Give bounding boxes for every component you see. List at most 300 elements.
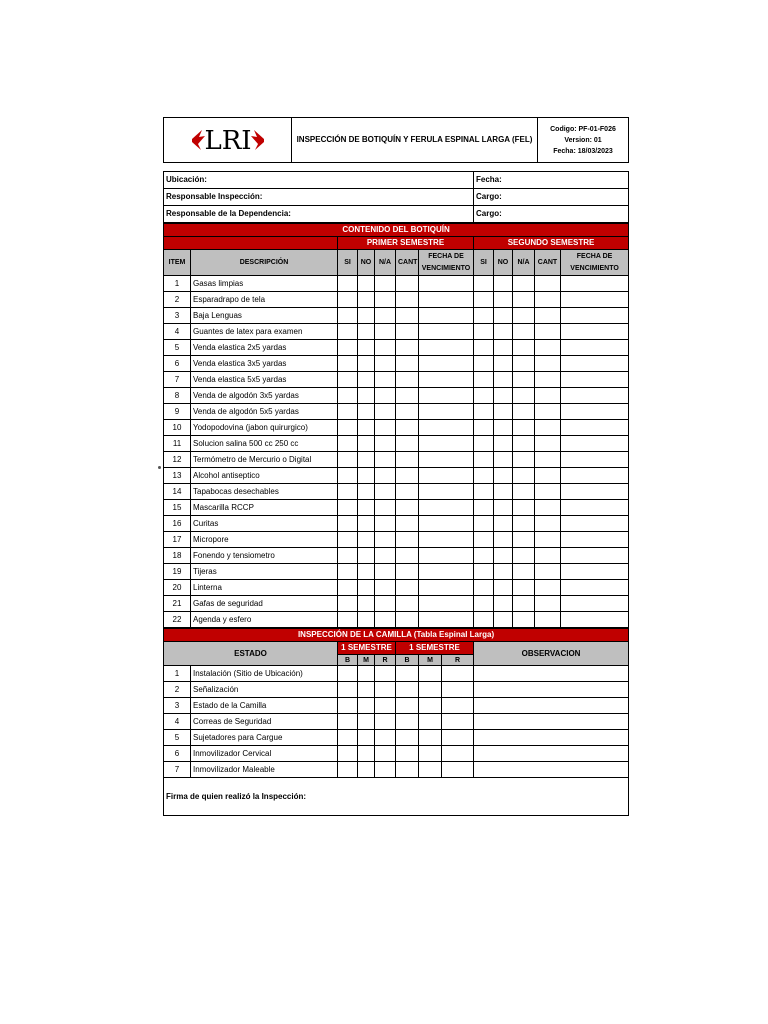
observacion-cell[interactable] <box>474 762 629 778</box>
no-1-cell[interactable] <box>358 340 375 356</box>
no-2-cell[interactable] <box>494 356 513 372</box>
na-2-cell[interactable] <box>513 548 535 564</box>
na-2-cell[interactable] <box>513 612 535 628</box>
cant-2-cell[interactable] <box>535 292 561 308</box>
si-2-cell[interactable] <box>474 516 494 532</box>
na-2-cell[interactable] <box>513 484 535 500</box>
si-1-cell[interactable] <box>338 388 358 404</box>
cant-2-cell[interactable] <box>535 612 561 628</box>
no-2-cell[interactable] <box>494 324 513 340</box>
fecha-2-cell[interactable] <box>561 612 629 628</box>
fecha-1-cell[interactable] <box>419 404 474 420</box>
no-1-cell[interactable] <box>358 324 375 340</box>
no-2-cell[interactable] <box>494 388 513 404</box>
na-1-cell[interactable] <box>375 500 396 516</box>
cant-1-cell[interactable] <box>396 372 419 388</box>
b-2-cell[interactable] <box>396 746 419 762</box>
si-2-cell[interactable] <box>474 436 494 452</box>
si-2-cell[interactable] <box>474 308 494 324</box>
na-1-cell[interactable] <box>375 580 396 596</box>
no-1-cell[interactable] <box>358 596 375 612</box>
b-2-cell[interactable] <box>396 698 419 714</box>
no-2-cell[interactable] <box>494 452 513 468</box>
cant-1-cell[interactable] <box>396 612 419 628</box>
cant-1-cell[interactable] <box>396 500 419 516</box>
fecha-2-cell[interactable] <box>561 292 629 308</box>
fecha-1-cell[interactable] <box>419 292 474 308</box>
na-2-cell[interactable] <box>513 388 535 404</box>
na-2-cell[interactable] <box>513 420 535 436</box>
na-2-cell[interactable] <box>513 276 535 292</box>
no-1-cell[interactable] <box>358 548 375 564</box>
cant-1-cell[interactable] <box>396 468 419 484</box>
b-2-cell[interactable] <box>396 730 419 746</box>
fecha-2-cell[interactable] <box>561 276 629 292</box>
cant-1-cell[interactable] <box>396 452 419 468</box>
si-1-cell[interactable] <box>338 308 358 324</box>
no-1-cell[interactable] <box>358 468 375 484</box>
no-1-cell[interactable] <box>358 292 375 308</box>
na-1-cell[interactable] <box>375 292 396 308</box>
na-2-cell[interactable] <box>513 516 535 532</box>
fecha-2-cell[interactable] <box>561 564 629 580</box>
camilla-rows <box>164 666 629 778</box>
fecha-1-cell[interactable] <box>419 612 474 628</box>
no-1-cell[interactable] <box>358 436 375 452</box>
si-1-cell[interactable] <box>338 292 358 308</box>
b-1-cell[interactable] <box>338 762 358 778</box>
observacion-cell[interactable] <box>474 746 629 762</box>
b-2-cell[interactable] <box>396 762 419 778</box>
m-1-cell[interactable] <box>358 698 375 714</box>
m-1-cell[interactable] <box>358 762 375 778</box>
cant-2-cell[interactable] <box>535 532 561 548</box>
si-2-cell[interactable] <box>474 548 494 564</box>
fecha-1-cell[interactable] <box>419 468 474 484</box>
fecha-1-cell[interactable] <box>419 548 474 564</box>
na-2-cell[interactable] <box>513 452 535 468</box>
fecha-1-cell[interactable] <box>419 596 474 612</box>
m-2-cell[interactable] <box>419 730 442 746</box>
na-2-cell[interactable] <box>513 292 535 308</box>
no-2-cell[interactable] <box>494 372 513 388</box>
si-2-cell[interactable] <box>474 372 494 388</box>
si-2-cell[interactable] <box>474 340 494 356</box>
table-row <box>164 516 629 532</box>
na-1-cell[interactable] <box>375 484 396 500</box>
no-1-cell[interactable] <box>358 276 375 292</box>
cant-2-cell[interactable] <box>535 564 561 580</box>
r-1-cell[interactable] <box>375 666 396 682</box>
b-1-cell[interactable] <box>338 666 358 682</box>
fecha-2-cell[interactable] <box>561 388 629 404</box>
no-2-cell[interactable] <box>494 612 513 628</box>
no-1-cell[interactable] <box>358 420 375 436</box>
si-2-cell[interactable] <box>474 564 494 580</box>
cargo-field-2[interactable]: Cargo: <box>474 206 629 223</box>
observacion-cell[interactable] <box>474 698 629 714</box>
no-2-cell[interactable] <box>494 596 513 612</box>
r-2-cell[interactable] <box>442 730 474 746</box>
table-row <box>164 308 629 324</box>
cant-1-cell[interactable] <box>396 356 419 372</box>
b-1-cell[interactable] <box>338 746 358 762</box>
b-2-cell[interactable] <box>396 714 419 730</box>
si-2-cell[interactable] <box>474 612 494 628</box>
fecha-1-cell[interactable] <box>419 420 474 436</box>
na-1-cell[interactable] <box>375 452 396 468</box>
no-2-cell[interactable] <box>494 308 513 324</box>
b-1-cell[interactable] <box>338 714 358 730</box>
fecha-1-cell[interactable] <box>419 356 474 372</box>
no-1-cell[interactable] <box>358 500 375 516</box>
no-1-cell[interactable] <box>358 372 375 388</box>
fecha-2-cell[interactable] <box>561 308 629 324</box>
fecha-2-cell[interactable] <box>561 468 629 484</box>
fecha-1-cell[interactable] <box>419 532 474 548</box>
fecha-2-cell[interactable] <box>561 452 629 468</box>
info-block <box>163 171 629 223</box>
table-row <box>164 436 629 452</box>
si-2-cell[interactable] <box>474 532 494 548</box>
responsable-inspeccion-field[interactable]: Responsable Inspección: <box>164 189 474 206</box>
si-1-cell[interactable] <box>338 612 358 628</box>
cant-1-cell[interactable] <box>396 388 419 404</box>
table-row <box>164 452 629 468</box>
si-1-cell[interactable] <box>338 500 358 516</box>
ubicacion-field[interactable]: Ubicación: <box>164 172 474 189</box>
na-1-cell[interactable] <box>375 420 396 436</box>
fecha-2-cell[interactable] <box>561 596 629 612</box>
observacion-cell[interactable] <box>474 714 629 730</box>
m-1-cell[interactable] <box>358 746 375 762</box>
cant-1-cell[interactable] <box>396 404 419 420</box>
cant-1-cell[interactable] <box>396 580 419 596</box>
b-1-cell[interactable] <box>338 730 358 746</box>
no-1-cell[interactable] <box>358 308 375 324</box>
item-number: 5 <box>164 730 191 746</box>
na-2-cell[interactable] <box>513 372 535 388</box>
fecha-1-cell[interactable] <box>419 580 474 596</box>
r-1-cell[interactable] <box>375 746 396 762</box>
r-1-cell[interactable] <box>375 714 396 730</box>
si-2-cell[interactable] <box>474 276 494 292</box>
item-description: Micropore <box>191 532 338 548</box>
na-2-cell[interactable] <box>513 580 535 596</box>
na-1-cell[interactable] <box>375 516 396 532</box>
na-2-cell[interactable] <box>513 404 535 420</box>
si-2-cell[interactable] <box>474 596 494 612</box>
si-2-cell[interactable] <box>474 500 494 516</box>
item-description: Venda de algodón 5x5 yardas <box>191 404 338 420</box>
r-2-cell[interactable] <box>442 698 474 714</box>
r-2-cell[interactable] <box>442 746 474 762</box>
no-2-cell[interactable] <box>494 340 513 356</box>
fecha-2-cell[interactable] <box>561 356 629 372</box>
m-2-cell[interactable] <box>419 666 442 682</box>
fecha-1-cell[interactable] <box>419 452 474 468</box>
fecha-1-cell[interactable] <box>419 340 474 356</box>
na-1-cell[interactable] <box>375 404 396 420</box>
fecha-2-cell[interactable] <box>561 324 629 340</box>
cant-2-cell[interactable] <box>535 340 561 356</box>
na-2-cell[interactable] <box>513 468 535 484</box>
no-2-cell[interactable] <box>494 548 513 564</box>
fecha-2-cell[interactable] <box>561 548 629 564</box>
cargo-field-1[interactable]: Cargo: <box>474 189 629 206</box>
cant-1-cell[interactable] <box>396 276 419 292</box>
fecha-2-cell[interactable] <box>561 532 629 548</box>
cant-2-cell[interactable] <box>535 484 561 500</box>
si-2-cell[interactable] <box>474 468 494 484</box>
m-2-cell[interactable] <box>419 762 442 778</box>
no-2-cell[interactable] <box>494 404 513 420</box>
fecha-2-cell[interactable] <box>561 516 629 532</box>
cant-1-cell[interactable] <box>396 564 419 580</box>
cant-1-cell[interactable] <box>396 436 419 452</box>
si-1-cell[interactable] <box>338 420 358 436</box>
item-description: Tijeras <box>191 564 338 580</box>
na-2-cell[interactable] <box>513 308 535 324</box>
cant-2-cell[interactable] <box>535 356 561 372</box>
no-1-cell[interactable] <box>358 484 375 500</box>
cant-2-cell[interactable] <box>535 276 561 292</box>
na-1-cell[interactable] <box>375 436 396 452</box>
si-1-cell[interactable] <box>338 340 358 356</box>
cant-1-cell[interactable] <box>396 484 419 500</box>
si-2-cell[interactable] <box>474 420 494 436</box>
no-2-cell[interactable] <box>494 580 513 596</box>
r-1-cell[interactable] <box>375 762 396 778</box>
si-2-cell[interactable] <box>474 404 494 420</box>
si-1-cell[interactable] <box>338 580 358 596</box>
cant-1-cell[interactable] <box>396 420 419 436</box>
r-2-cell[interactable] <box>442 666 474 682</box>
na-2-cell[interactable] <box>513 596 535 612</box>
no-2-cell[interactable] <box>494 276 513 292</box>
fecha-1-cell[interactable] <box>419 308 474 324</box>
no-2-cell[interactable] <box>494 436 513 452</box>
na-1-cell[interactable] <box>375 596 396 612</box>
fecha-1-cell[interactable] <box>419 324 474 340</box>
cant-1-cell[interactable] <box>396 324 419 340</box>
na-1-cell[interactable] <box>375 340 396 356</box>
si-1-cell[interactable] <box>338 596 358 612</box>
m-1-cell[interactable] <box>358 730 375 746</box>
no-1-cell[interactable] <box>358 404 375 420</box>
item-description: Venda elastica 5x5 yardas <box>191 372 338 388</box>
cant-1-cell[interactable] <box>396 516 419 532</box>
na-1-cell[interactable] <box>375 612 396 628</box>
si-1-cell[interactable] <box>338 356 358 372</box>
item-number: 6 <box>164 746 191 762</box>
na-1-cell[interactable] <box>375 324 396 340</box>
na-1-cell[interactable] <box>375 468 396 484</box>
si-2-cell[interactable] <box>474 292 494 308</box>
cant-2-cell[interactable] <box>535 388 561 404</box>
no-1-cell[interactable] <box>358 516 375 532</box>
b-2-cell[interactable] <box>396 682 419 698</box>
cant-2-cell[interactable] <box>535 596 561 612</box>
no-2-cell[interactable] <box>494 500 513 516</box>
si-1-cell[interactable] <box>338 324 358 340</box>
m-2-cell[interactable] <box>419 682 442 698</box>
no-2-cell[interactable] <box>494 516 513 532</box>
si-1-cell[interactable] <box>338 516 358 532</box>
fecha-1-cell[interactable] <box>419 564 474 580</box>
si-1-cell[interactable] <box>338 484 358 500</box>
si-2-cell[interactable] <box>474 324 494 340</box>
col-na-2: N/A <box>513 250 535 276</box>
no-2-cell[interactable] <box>494 468 513 484</box>
cant-2-cell[interactable] <box>535 308 561 324</box>
si-1-cell[interactable] <box>338 372 358 388</box>
item-description: Yodopodovina (jabon quirurgico) <box>191 420 338 436</box>
si-1-cell[interactable] <box>338 532 358 548</box>
m-2-cell[interactable] <box>419 746 442 762</box>
na-1-cell[interactable] <box>375 356 396 372</box>
responsable-dependencia-field[interactable]: Responsable de la Dependencia: <box>164 206 474 223</box>
m-1-cell[interactable] <box>358 666 375 682</box>
item-number: 7 <box>164 372 191 388</box>
si-2-cell[interactable] <box>474 580 494 596</box>
table-row <box>164 762 629 778</box>
observacion-cell[interactable] <box>474 730 629 746</box>
b-1-cell[interactable] <box>338 698 358 714</box>
cant-2-cell[interactable] <box>535 404 561 420</box>
na-1-cell[interactable] <box>375 308 396 324</box>
fecha-1-cell[interactable] <box>419 276 474 292</box>
si-1-cell[interactable] <box>338 452 358 468</box>
no-2-cell[interactable] <box>494 484 513 500</box>
si-1-cell[interactable] <box>338 404 358 420</box>
cant-1-cell[interactable] <box>396 340 419 356</box>
r-2-cell[interactable] <box>442 682 474 698</box>
cant-1-cell[interactable] <box>396 548 419 564</box>
botiquin-section-title: CONTENIDO DEL BOTIQUÍN <box>164 224 629 237</box>
b-2-cell[interactable] <box>396 666 419 682</box>
observacion-cell[interactable] <box>474 682 629 698</box>
na-1-cell[interactable] <box>375 372 396 388</box>
b-1-cell[interactable] <box>338 682 358 698</box>
fecha-1-cell[interactable] <box>419 436 474 452</box>
na-1-cell[interactable] <box>375 548 396 564</box>
item-number: 2 <box>164 682 191 698</box>
item-description: Correas de Seguridad <box>191 714 338 730</box>
na-1-cell[interactable] <box>375 564 396 580</box>
col-m-1: M <box>358 655 375 666</box>
cant-2-cell[interactable] <box>535 324 561 340</box>
cant-1-cell[interactable] <box>396 532 419 548</box>
no-1-cell[interactable] <box>358 452 375 468</box>
na-2-cell[interactable] <box>513 532 535 548</box>
si-2-cell[interactable] <box>474 484 494 500</box>
cant-2-cell[interactable] <box>535 548 561 564</box>
cant-2-cell[interactable] <box>535 436 561 452</box>
fecha-2-cell[interactable] <box>561 436 629 452</box>
no-1-cell[interactable] <box>358 580 375 596</box>
no-1-cell[interactable] <box>358 532 375 548</box>
second-semester-header: SEGUNDO SEMESTRE <box>474 237 629 250</box>
na-2-cell[interactable] <box>513 436 535 452</box>
si-2-cell[interactable] <box>474 388 494 404</box>
na-2-cell[interactable] <box>513 324 535 340</box>
na-1-cell[interactable] <box>375 388 396 404</box>
si-1-cell[interactable] <box>338 548 358 564</box>
no-1-cell[interactable] <box>358 612 375 628</box>
fecha-2-cell[interactable] <box>561 372 629 388</box>
r-1-cell[interactable] <box>375 730 396 746</box>
m-2-cell[interactable] <box>419 714 442 730</box>
cant-2-cell[interactable] <box>535 500 561 516</box>
si-1-cell[interactable] <box>338 276 358 292</box>
cant-2-cell[interactable] <box>535 452 561 468</box>
na-2-cell[interactable] <box>513 356 535 372</box>
na-2-cell[interactable] <box>513 500 535 516</box>
fecha-2-cell[interactable] <box>561 340 629 356</box>
na-2-cell[interactable] <box>513 340 535 356</box>
cant-2-cell[interactable] <box>535 372 561 388</box>
cant-2-cell[interactable] <box>535 516 561 532</box>
m-2-cell[interactable] <box>419 698 442 714</box>
no-2-cell[interactable] <box>494 564 513 580</box>
r-1-cell[interactable] <box>375 698 396 714</box>
m-1-cell[interactable] <box>358 682 375 698</box>
cant-1-cell[interactable] <box>396 308 419 324</box>
no-1-cell[interactable] <box>358 564 375 580</box>
si-2-cell[interactable] <box>474 356 494 372</box>
no-1-cell[interactable] <box>358 388 375 404</box>
cant-2-cell[interactable] <box>535 580 561 596</box>
fecha-field[interactable]: Fecha: <box>474 172 629 189</box>
fecha-2-cell[interactable] <box>561 580 629 596</box>
cant-2-cell[interactable] <box>535 468 561 484</box>
r-1-cell[interactable] <box>375 682 396 698</box>
si-2-cell[interactable] <box>474 452 494 468</box>
r-2-cell[interactable] <box>442 714 474 730</box>
na-2-cell[interactable] <box>513 564 535 580</box>
r-2-cell[interactable] <box>442 762 474 778</box>
item-description: Guantes de latex para examen <box>191 324 338 340</box>
no-2-cell[interactable] <box>494 420 513 436</box>
fecha-1-cell[interactable] <box>419 388 474 404</box>
no-2-cell[interactable] <box>494 292 513 308</box>
observacion-cell[interactable] <box>474 666 629 682</box>
cant-1-cell[interactable] <box>396 292 419 308</box>
si-1-cell[interactable] <box>338 436 358 452</box>
fecha-2-cell[interactable] <box>561 484 629 500</box>
m-1-cell[interactable] <box>358 714 375 730</box>
fecha-2-cell[interactable] <box>561 500 629 516</box>
signature-field[interactable]: Firma de quien realizó la Inspección: <box>164 778 629 816</box>
na-1-cell[interactable] <box>375 276 396 292</box>
fecha-2-cell[interactable] <box>561 404 629 420</box>
fecha-1-cell[interactable] <box>419 372 474 388</box>
si-1-cell[interactable] <box>338 468 358 484</box>
cant-1-cell[interactable] <box>396 596 419 612</box>
na-1-cell[interactable] <box>375 532 396 548</box>
fecha-2-cell[interactable] <box>561 420 629 436</box>
fecha-1-cell[interactable] <box>419 516 474 532</box>
fecha-1-cell[interactable] <box>419 500 474 516</box>
no-2-cell[interactable] <box>494 532 513 548</box>
cant-2-cell[interactable] <box>535 420 561 436</box>
item-description: Mascarilla RCCP <box>191 500 338 516</box>
no-1-cell[interactable] <box>358 356 375 372</box>
fecha-1-cell[interactable] <box>419 484 474 500</box>
si-1-cell[interactable] <box>338 564 358 580</box>
table-row <box>164 468 629 484</box>
